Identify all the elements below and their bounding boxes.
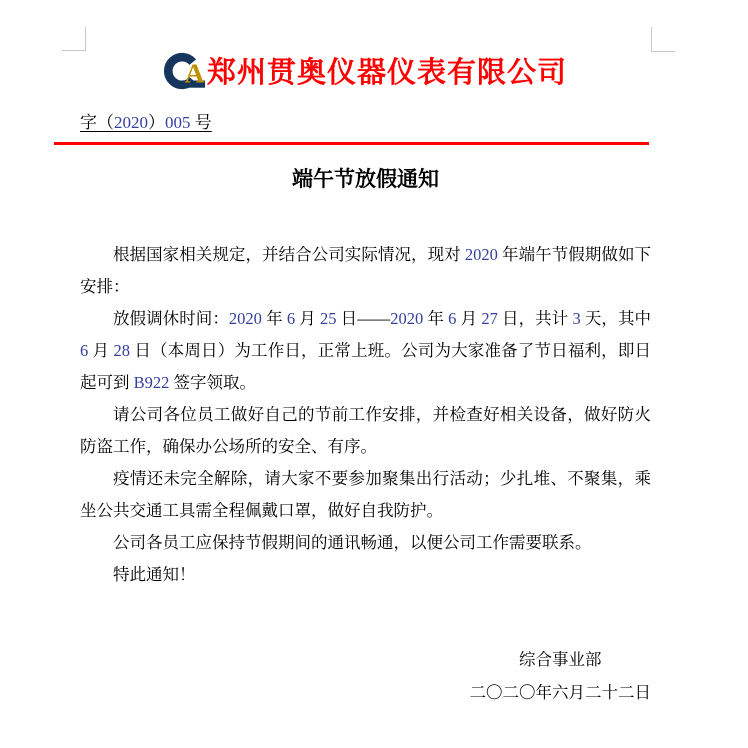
red-divider-line <box>54 142 649 145</box>
logo-a-letter: A <box>184 56 205 88</box>
company-name: 郑州贯奥仪器仪表有限公司 <box>206 57 567 89</box>
paragraph-hereby-notice: 特此通知！ <box>113 565 196 584</box>
company-header <box>80 0 651 91</box>
doc-number: 字（2020）005 号 <box>80 113 212 132</box>
notice-title: 端午节放假通知 <box>292 167 439 191</box>
page-margin-mark-top-right-vertical <box>651 27 652 51</box>
paragraph-holiday-schedule: 放假调休时间：2020 年 6 月 25 日——2020 年 6 月 27 日，共计 3 天，其中 6 月 28 日（本周日）为工作日，正常上班。公司为大家准备了节日福利，即日起可到 B922 签字领取。 <box>80 309 652 392</box>
doc-number-row <box>80 108 651 133</box>
paragraph-work-arrangement: 请公司各位员工做好自己的节前工作安排，并检查好相关设备，做好防火防盗工作，确保办公场所的安全、有序。 <box>80 405 651 456</box>
ca-monogram-icon <box>164 52 206 90</box>
page-margin-mark-top-left-horizontal <box>62 50 86 51</box>
notice-body <box>80 239 651 591</box>
paragraph-intro: 根据国家相关规定，并结合公司实际情况，现对 2020 年端午节假期做如下安排： <box>80 245 652 296</box>
page-margin-mark-top-right-horizontal <box>651 51 675 52</box>
page-margin-mark-top-left-vertical <box>85 27 86 50</box>
paragraph-keep-in-touch: 公司各员工应保持节假期间的通讯畅通，以便公司工作需要联系。 <box>113 533 592 552</box>
signature-block <box>470 643 652 709</box>
signature-department: 综合事业部 <box>519 650 602 669</box>
signature-date: 二〇二〇年六月二十二日 <box>469 683 651 702</box>
paragraph-epidemic-precaution: 疫情还未完全解除，请大家不要参加聚集出行活动；少扎堆、不聚集，乘坐公共交通工具需全程佩戴口罩，做好自我防护。 <box>80 469 651 520</box>
